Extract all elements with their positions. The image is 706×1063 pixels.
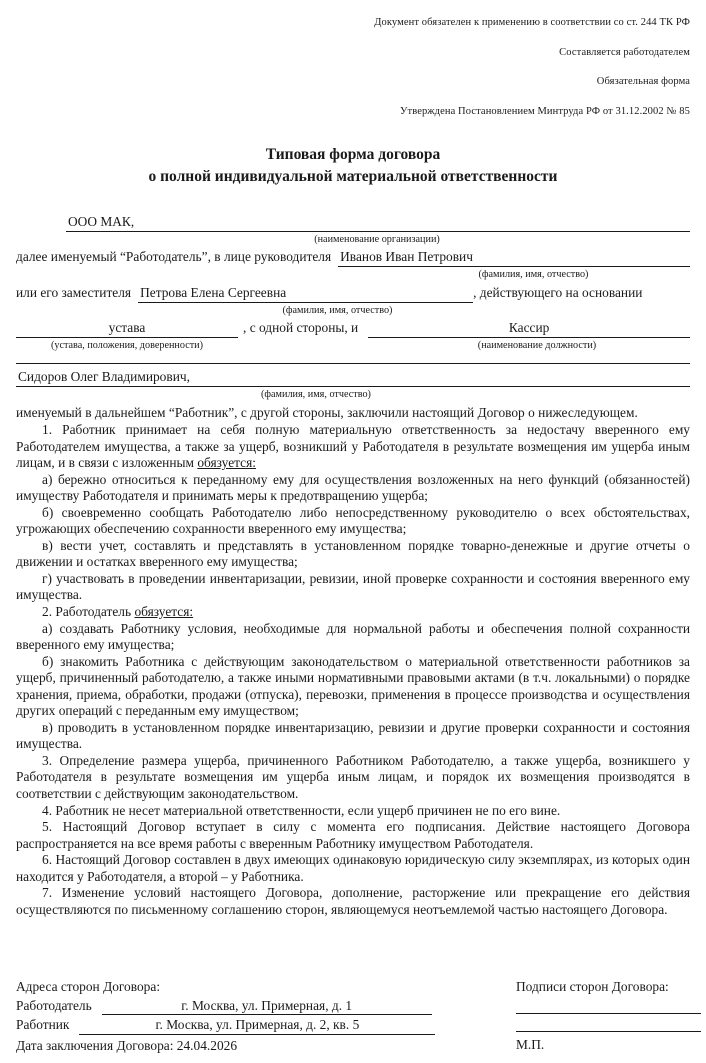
organization-caption-row [16, 232, 690, 245]
header-notes [16, 18, 690, 117]
position-caption: (наименование должности) [477, 339, 597, 351]
deputy-label: или его заместителя [16, 284, 132, 300]
clause-1v: в) вести учет, составлять и представлять в установленном порядке товарно-денежные и другие отчеты о движении и остатках вверенного ему имущества; [16, 537, 690, 570]
contract-date: Дата заключения Договора: 24.04.2026 [16, 1037, 238, 1053]
addresses-column [16, 978, 486, 1055]
stamp-placeholder: М.П. [516, 1037, 545, 1053]
director-row [16, 249, 690, 267]
clause-2-text: 2. Работодатель [42, 603, 135, 619]
header-note-0: Документ обязателен к применению в соответствии со ст. 244 ТК РФ [374, 17, 690, 28]
clause-5: 5. Настоящий Договор вступает в силу с момента его подписания. Действие настоящего Договора распространяется на все время работы с вверенным Работнику имуществом Работодателя. [16, 819, 690, 851]
basis-field[interactable]: устава [16, 320, 238, 338]
form-fields [16, 214, 690, 400]
position-field[interactable]: Кассир [368, 320, 690, 338]
signatures-heading: Подписи сторон Договора: [516, 978, 669, 994]
clause-2b: б) знакомить Работника с действующим законодательством о материальной ответственности работников за ущерб, причиненный работодателю, а также иными нормативными правовыми актами (в т.ч. локальными) о порядке хранения, приема, обработки, продажи (отпуска), перевозки, применения в процессе производства и осуществления других операций с переданным ему имуществом; [16, 653, 690, 719]
basis-position-row [16, 320, 690, 338]
header-note-3: Утверждена Постановлением Минтруда РФ от 31.12.2002 № 85 [399, 105, 690, 117]
employee-caption: (фамилия, имя, отчество) [261, 389, 371, 401]
clause-2-underlined: обязуется: [134, 603, 194, 619]
deputy-caption-row [16, 303, 690, 316]
employee-address-field[interactable]: г. Москва, ул. Примерная, д. 2, кв. 5 [79, 1016, 435, 1034]
director-caption: (фамилия, имя, отчество) [478, 269, 589, 281]
employee-address-label: Работник [16, 1017, 70, 1033]
employee-row [16, 369, 690, 387]
employer-address-label: Работодатель [16, 998, 92, 1014]
clause-1a: а) бережно относиться к переданному ему для осуществления возложенных на него функций (обязанностей) имуществу Работодателя и принимать меры к предотвращению ущерба; [16, 471, 690, 504]
header-note-1: Составляется работодателем [559, 46, 690, 58]
clause-4: 4. Работник не несет материальной ответственности, если ущерб причинен не по его вине. [42, 802, 561, 818]
signature-line-employee[interactable] [516, 1014, 701, 1032]
organization-row [16, 214, 690, 232]
basis-position-caption-row [16, 338, 690, 351]
signatures-section [16, 978, 690, 1055]
intro-paragraph: именуемый в дальнейшем “Работник”, с другой стороны, заключили настоящий Договор о нижеследующем. [16, 405, 638, 421]
director-label: далее именуемый “Работодатель”, в лице руководителя [16, 249, 332, 265]
clause-1 [16, 422, 690, 472]
deputy-row [16, 285, 690, 303]
signatures-column [486, 978, 701, 1055]
deputy-caption: (фамилия, имя, отчество) [282, 304, 393, 316]
basis-middle-text: , с одной стороны, и [243, 319, 359, 335]
blank-continuation-rule[interactable] [16, 353, 690, 364]
clause-6: 6. Настоящий Договор составлен в двух имеющих одинаковую юридическую силу экземплярах, из которых один находится у Работодателя, а второй – у Работника. [16, 852, 690, 884]
clause-2a: а) создавать Работнику условия, необходимые для нормальной работы и обеспечения полной сохранности вверенного ему имущества; [16, 620, 690, 653]
clause-2v: в) проводить в установленном порядке инвентаризацию, ревизии и другие проверки сохранности и состояния имущества. [16, 719, 690, 752]
deputy-suffix: , действующего на основании [473, 284, 643, 300]
clause-1g: г) участвовать в проведении инвентаризации, ревизии, иной проверке сохранности и состояния вверенного ему имущества. [16, 570, 690, 603]
employer-address-field[interactable]: г. Москва, ул. Примерная, д. 1 [102, 997, 432, 1015]
employee-caption-row [16, 387, 690, 400]
basis-caption: (устава, положения, доверенности) [50, 339, 204, 351]
contract-body [16, 405, 690, 918]
employee-field[interactable]: Сидоров Олег Владимирович, [16, 369, 690, 387]
deputy-field[interactable]: Петрова Елена Сергеевна [138, 285, 473, 303]
title-line-2: о полной индивидуальной материальной ответственности [148, 168, 558, 185]
clause-7: 7. Изменение условий настоящего Договора, дополнение, расторжение или прекращение его действия осуществляются по письменному соглашению сторон, являющемуся неотъемлемой частью настоящего Договора. [16, 885, 690, 917]
addresses-heading: Адреса сторон Договора: [16, 978, 161, 994]
director-caption-row [16, 267, 690, 280]
director-field[interactable]: Иванов Иван Петрович [338, 249, 690, 267]
employer-address-row [16, 997, 486, 1015]
signature-line-employer[interactable] [516, 996, 701, 1014]
organization-field[interactable]: ООО МАК, [66, 214, 690, 232]
employee-address-row [16, 1016, 486, 1034]
clause-1b: б) своевременно сообщать Работодателю либо непосредственному руководителю о всех обстоятельствах, угрожающих обеспечению сохранности вверенного ему имущества; [16, 504, 690, 537]
page-title [16, 144, 690, 188]
organization-caption: (наименование организации) [314, 234, 440, 246]
header-note-2: Обязательная форма [596, 76, 690, 87]
clause-1-underlined: обязуется: [197, 455, 256, 471]
clause-3: 3. Определение размера ущерба, причиненного Работником Работодателю, а также ущерба, возникшего у Работодателя в результате возмещения им ущерба иным лицам, и порядок их возмещения производятся в соответствии с действующим законодательством. [16, 752, 690, 801]
title-line-1: Типовая форма договора [265, 146, 441, 163]
clause-1-text: 1. Работник принимает на себя полную материальную ответственность за недостачу вверенного ему Работодателем имущества, а также за ущерб, возникший у Работодателя в результате возмещения им ущерба иным лицам, и в связи с изложенным [16, 421, 690, 471]
clause-2 [16, 604, 690, 621]
